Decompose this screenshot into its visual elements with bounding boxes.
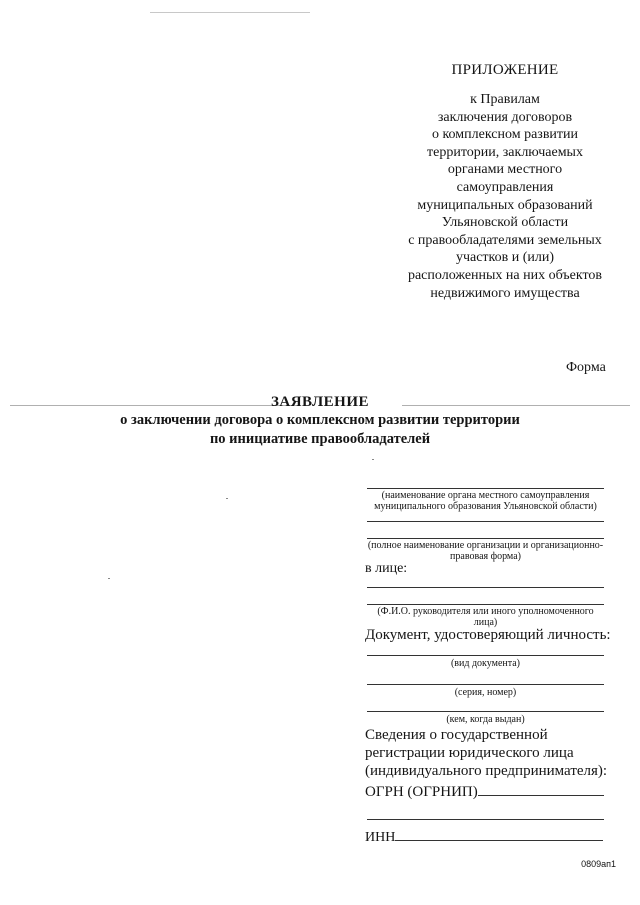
appendix-line: к Правилам xyxy=(470,92,540,107)
appendix-line: Ульяновской области xyxy=(441,215,569,231)
identity-document-label: Документ, удостоверяющий личность: xyxy=(365,627,611,643)
authority-name-line[interactable] xyxy=(367,488,604,489)
issued-by-line[interactable] xyxy=(367,711,604,712)
ogrn-label: ОГРН (ОГРНИП) xyxy=(365,784,478,800)
appendix-line: заключения договоров xyxy=(437,109,573,125)
ogrn-extra-line[interactable] xyxy=(367,819,604,820)
scan-artifact-top xyxy=(150,12,310,13)
ogrn-field xyxy=(365,781,604,801)
scan-speck xyxy=(108,578,110,579)
appendix-block xyxy=(395,62,615,302)
scan-speck xyxy=(226,498,228,499)
head-name-line-2[interactable] xyxy=(367,604,604,605)
head-name-line[interactable] xyxy=(367,587,604,588)
registration-line-2: регистрации юридического лица xyxy=(365,745,574,761)
issued-by-caption: (кем, когда выдан) xyxy=(446,714,525,725)
represented-by-label: в лице: xyxy=(365,561,408,576)
appendix-line: с правообладателями земельных xyxy=(408,232,602,248)
registration-line-1: Сведения о государственной xyxy=(365,727,548,743)
scan-speck xyxy=(372,459,374,460)
appendix-line: недвижимого имущества xyxy=(430,285,580,301)
title-line-2: о заключении договора о комплексном развитии территории xyxy=(120,412,520,428)
appendix-line: расположенных на них объектов xyxy=(407,267,603,283)
organization-caption: (полное наименование организации и организационно-правовая форма) xyxy=(367,540,604,562)
appendix-line: участков и (или) xyxy=(455,250,555,266)
appendix-line: органами местного xyxy=(447,162,563,178)
title-line-3: по инициативе правообладателей xyxy=(209,431,431,447)
document-type-line[interactable] xyxy=(367,655,604,656)
organization-name-line[interactable] xyxy=(367,538,604,539)
authority-caption: (наименование органа местного самоуправления муниципального образования Ульяновской области) xyxy=(374,490,597,512)
authority-name-line-2[interactable] xyxy=(367,521,604,522)
ogrn-input-line[interactable] xyxy=(478,781,604,796)
appendix-title: ПРИЛОЖЕНИЕ xyxy=(451,62,559,78)
document-type-caption: (вид документа) xyxy=(450,658,521,669)
registration-line-3: (индивидуального предпринимателя): xyxy=(365,763,608,779)
head-caption: (Ф.И.О. руководителя или иного уполномоченного лица) xyxy=(377,606,594,628)
form-label: Форма xyxy=(566,360,606,375)
series-number-caption: (серия, номер) xyxy=(454,687,517,698)
inn-label: ИНН xyxy=(365,830,396,845)
appendix-line: самоуправления xyxy=(456,179,554,195)
appendix-line: муниципальных образований xyxy=(417,197,593,213)
document-title xyxy=(0,394,640,449)
page-code: 0809ап1 xyxy=(581,859,616,869)
series-number-line[interactable] xyxy=(367,684,604,685)
appendix-line: о комплексном развитии xyxy=(431,127,579,143)
inn-input-line[interactable] xyxy=(395,826,603,841)
inn-field xyxy=(365,826,603,846)
title-main: ЗАЯВЛЕНИЕ xyxy=(270,394,370,410)
appendix-line: территории, заключаемых xyxy=(427,144,583,160)
